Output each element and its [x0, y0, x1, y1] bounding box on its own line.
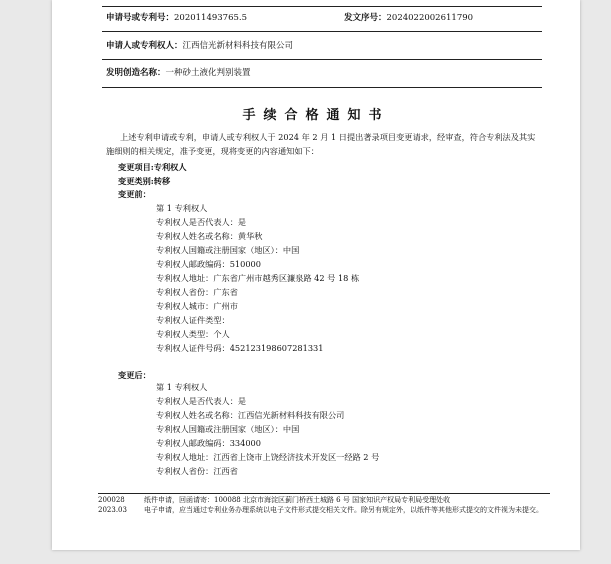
invention-label: 发明创造名称： [106, 68, 166, 78]
divider [102, 6, 542, 7]
application-number-row [106, 12, 542, 24]
paper-filing-note: 纸件申请，回函请寄：100088 北京市海淀区蓟门桥西土城路 6 号 国家知识产权局专利局受理处收 [144, 496, 451, 504]
patentee-field-line: 专利权人类型：个人 [156, 329, 230, 339]
patentee-field-line: 专利权人是否代表人：是 [156, 217, 247, 227]
applicant-row [106, 40, 542, 52]
change-type: 变更类别:转移 [118, 176, 171, 186]
divider [102, 87, 542, 88]
divider [102, 59, 542, 60]
patentee-field-line: 专利权人证件类型： [156, 315, 230, 325]
patentee-field-line: 专利权人姓名或名称：黄华秋 [156, 231, 263, 241]
patentee-field-line: 专利权人地址：广东省广州市越秀区濂泉路 42 号 18 栋 [156, 273, 360, 283]
patentee-field-line: 专利权人国籍或注册国家（地区）：中国 [156, 245, 300, 255]
patentee-field-line: 专利权人地址：江西省上饶市上饶经济技术开发区一经路 2 号 [156, 452, 380, 462]
form-code: 200028 [98, 496, 125, 504]
intro-paragraph: 上述专利申请或专利，申请人或专利权人于 2024 年 2 月 1 日提出著录项目变更请求，经审查，符合专利法及其实施细则的相关规定，准予变更，现将变更的内容通知如下： [106, 132, 536, 156]
patentee-field-line: 专利权人城市：广州市 [156, 301, 238, 311]
patentee-field-line: 专利权人省份：江西省 [156, 466, 238, 476]
application-number-label: 申请号或专利号： [106, 13, 175, 23]
patentee-field-line: 专利权人姓名或名称：江西信光新材料科技有限公司 [156, 410, 345, 420]
patentee-field-line: 第 1 专利权人 [156, 203, 208, 213]
notice-title: 手续合格通知书 [242, 108, 390, 123]
document-page [52, 0, 580, 550]
document-number: 2024022002611790 [386, 13, 474, 23]
invention-title: 一种砂土液化判别装置 [165, 68, 251, 78]
form-version: 2023.03 [98, 505, 127, 514]
patentee-field-line: 专利权人省份：广东省 [156, 287, 238, 297]
patentee-field-line: 第 1 专利权人 [156, 382, 208, 392]
patentee-field-line: 专利权人邮政编码：334000 [156, 438, 261, 448]
document-number-label: 发文序号： [344, 13, 387, 23]
invention-row [106, 67, 542, 79]
patentee-field-line: 专利权人证件号码：452123198607281331 [156, 343, 324, 353]
divider [102, 31, 542, 32]
footer-divider [98, 493, 550, 494]
change-item: 变更项目:专利权人 [118, 162, 187, 172]
before-label: 变更前： [118, 189, 151, 199]
patentee-field-line: 专利权人邮政编码：510000 [156, 259, 261, 269]
after-label: 变更后： [118, 370, 151, 380]
patentee-field-line: 专利权人国籍或注册国家（地区）：中国 [156, 424, 300, 434]
patentee-field-line: 专利权人是否代表人：是 [156, 396, 247, 406]
electronic-filing-note: 电子申请，应当通过专利业务办理系统以电子文件形式提交相关文件。除另有规定外，以纸件等其他形式提交的文件视为未提交。 [144, 505, 543, 514]
applicant-name: 江西信光新材料科技有限公司 [182, 41, 294, 51]
applicant-label: 申请人或专利权人： [106, 41, 183, 51]
application-number: 202011493765.5 [174, 13, 248, 23]
